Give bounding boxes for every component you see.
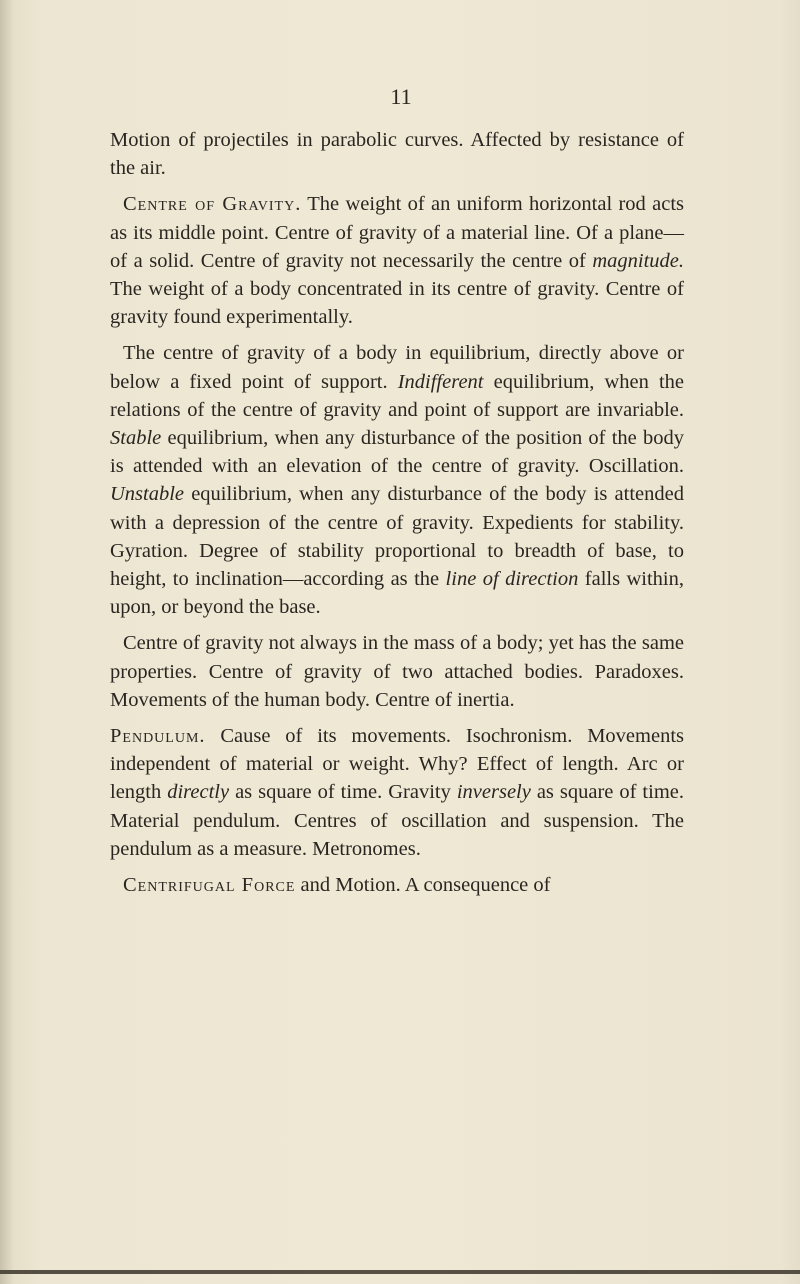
emphasis-text: Indifferent — [397, 370, 484, 393]
paragraph-centrifugal — [110, 871, 684, 899]
heading-centre-of-gravity: Centre of Gravity. — [123, 193, 302, 216]
body-text — [110, 126, 684, 907]
paragraph-projectiles — [110, 126, 684, 182]
paragraph-text: The weight of a body concentrated in its centre of gravity. Centre of gravity found experimentally. — [110, 278, 684, 329]
emphasis-text: directly — [167, 781, 230, 804]
paragraph-text: equilibrium, when the relations of the centre of gravity and point of support are invariable. — [110, 370, 684, 421]
paragraph-text: The weight of an uniform horizontal rod acts as its middle point. Centre of gravity of a material line. Of a plane—of a solid. Centre of gravity not necessarily the centre of — [110, 193, 684, 272]
emphasis-text: Stable — [110, 427, 162, 450]
paragraph-centre-not-in-mass — [110, 629, 684, 714]
paragraph-pendulum — [110, 722, 684, 863]
paragraph-text: The centre of gravity of a body in equilibrium, directly above or below a fixed point of support. — [110, 342, 684, 393]
emphasis-text: Unstable — [110, 483, 185, 506]
page-edge-shadow — [0, 0, 14, 1284]
paragraph-text: Motion of projectiles in parabolic curves. Affected by resistance of the air. — [110, 129, 684, 180]
paragraph-text: as square of time. Gravity — [229, 781, 457, 804]
emphasis-text: inversely — [456, 781, 531, 804]
paragraph-text: equilibrium, when any disturbance of the position of the body is attended with an elevation of the centre of gravity. Oscillation. — [110, 427, 684, 478]
paragraph-text: equilibrium, when any disturbance of the body is attended with a depression of the centre of gravity. Expedients for stability. Gyration. Degree of stability proportional to breadth of base, to height, to inclination—according as the — [110, 483, 684, 591]
page-number: 11 — [390, 84, 412, 109]
heading-pendulum: Pendulum. — [110, 725, 206, 748]
paragraph-centre-of-gravity — [110, 190, 684, 331]
heading-centrifugal-force: Centrifugal Force — [123, 874, 296, 897]
paragraph-text: falls within, upon, or beyond the base. — [110, 568, 685, 619]
page-bottom-edge — [0, 1270, 800, 1274]
paragraph-text: as square of time. Material pendulum. Centres of oscillation and suspension. The pendulum as a measure. Metronomes. — [110, 781, 684, 860]
emphasis-text: magnitude. — [592, 249, 684, 272]
paragraph-text: and Motion. A consequence of — [295, 874, 551, 897]
paragraph-text: Cause of its movements. Isochronism. Movements independent of material or weight. Why? Effect of length. Arc or length — [110, 725, 684, 804]
paragraph-equilibrium — [110, 339, 684, 621]
paragraph-text: Centre of gravity not always in the mass of a body; yet has the same properties. Centre of gravity of two attached bodies. Paradoxes. Movements of the human body. Centre of inertia. — [110, 632, 684, 711]
emphasis-text: line of direction — [445, 568, 579, 591]
